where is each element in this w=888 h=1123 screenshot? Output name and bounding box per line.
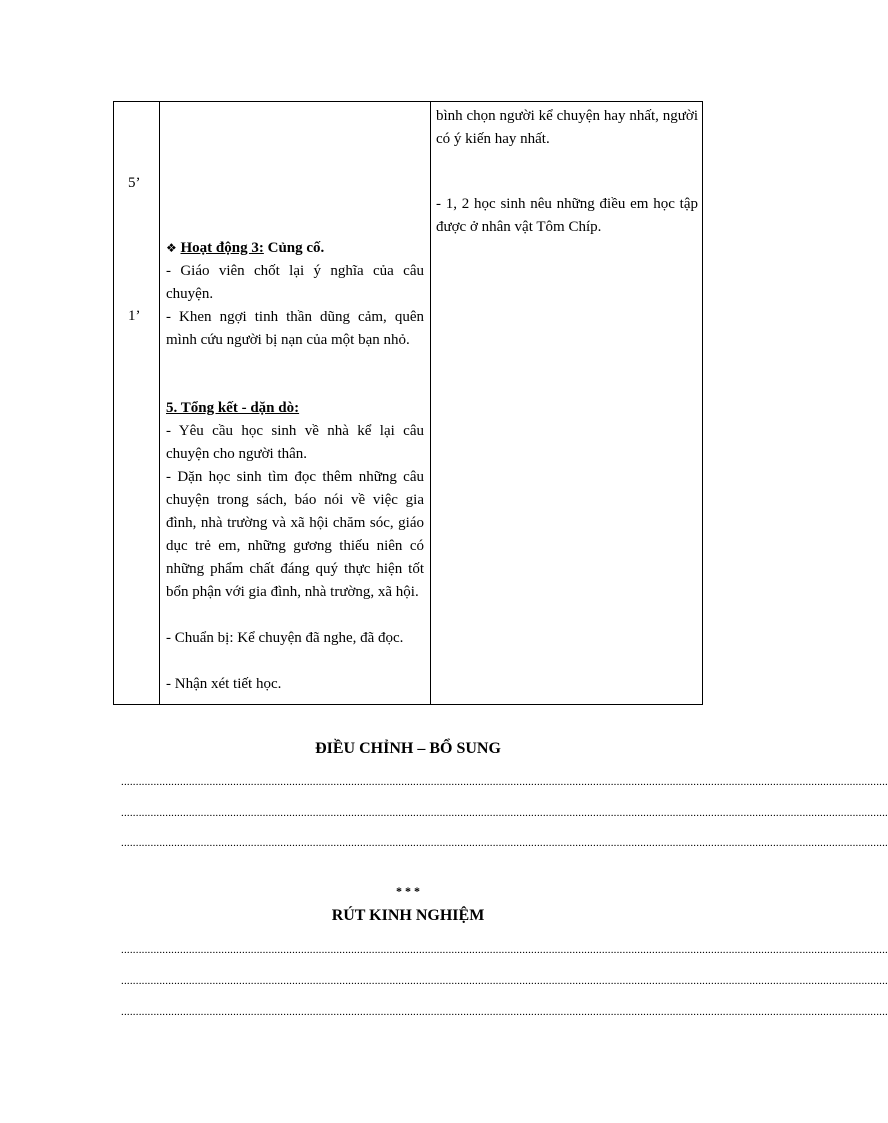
dotted-writing-line: .................................................................................................................................................................................................................................................................... (121, 807, 888, 819)
student-activity-text: - 1, 2 học sinh nêu những điều em học tập được ở nhân vật Tôm Chíp. (436, 196, 698, 235)
section-5-item: - Chuẩn bị: Kể chuyện đã nghe, đã đọc. (166, 630, 404, 646)
activity-3-item: - Giáo viên chốt lại ý nghĩa của câu chuyện. (166, 263, 424, 302)
time-cell: 5’ (128, 175, 141, 191)
section-5-item: - Nhận xét tiết học. (166, 676, 282, 692)
lesson-plan-table (113, 101, 703, 705)
time-cell: 1’ (128, 308, 141, 324)
table-column-divider (430, 102, 431, 704)
dotted-writing-line: .................................................................................................................................................................................................................................................................... (121, 975, 888, 987)
dotted-writing-line: .................................................................................................................................................................................................................................................................... (121, 776, 888, 788)
section-5-title: 5. Tổng kết - dặn dò: (166, 400, 300, 416)
experience-heading: RÚT KINH NGHIỆM (331, 907, 485, 924)
section-separator: * * * (396, 884, 420, 898)
activity-3-item: - Khen ngợi tinh thần dũng cảm, quên mình cứu người bị nạn của một bạn nhỏ. (166, 309, 424, 348)
diamond-bullet-icon: ❖ (166, 241, 177, 255)
student-activity-text: bình chọn người kể chuyện hay nhất, người có ý kiến hay nhất. (436, 108, 698, 147)
activity-3-title: Hoạt động 3: (180, 240, 264, 256)
dotted-writing-line: .................................................................................................................................................................................................................................................................... (121, 837, 888, 849)
activity-3-heading (166, 237, 324, 260)
adjustment-heading: ĐIỀU CHỈNH – BỔ SUNG (315, 740, 501, 757)
activity-3-subtitle: Củng cố. (267, 240, 325, 256)
dotted-writing-line: .................................................................................................................................................................................................................................................................... (121, 944, 888, 956)
table-column-divider (159, 102, 160, 704)
section-5-item: - Yêu cầu học sinh về nhà kể lại câu chuyện cho người thân. (166, 423, 424, 462)
dotted-writing-line: .................................................................................................................................................................................................................................................................... (121, 1006, 888, 1018)
section-5-item: - Dặn học sinh tìm đọc thêm những câu chuyện trong sách, báo nói về việc gia đình, nhà trường và xã hội chăm sóc, giáo dục trẻ em, những gương thiếu niên có những phẩm chất đáng quý thực hiện tốt bổn phận với gia đình, nhà trường, xã hội. (166, 469, 424, 600)
